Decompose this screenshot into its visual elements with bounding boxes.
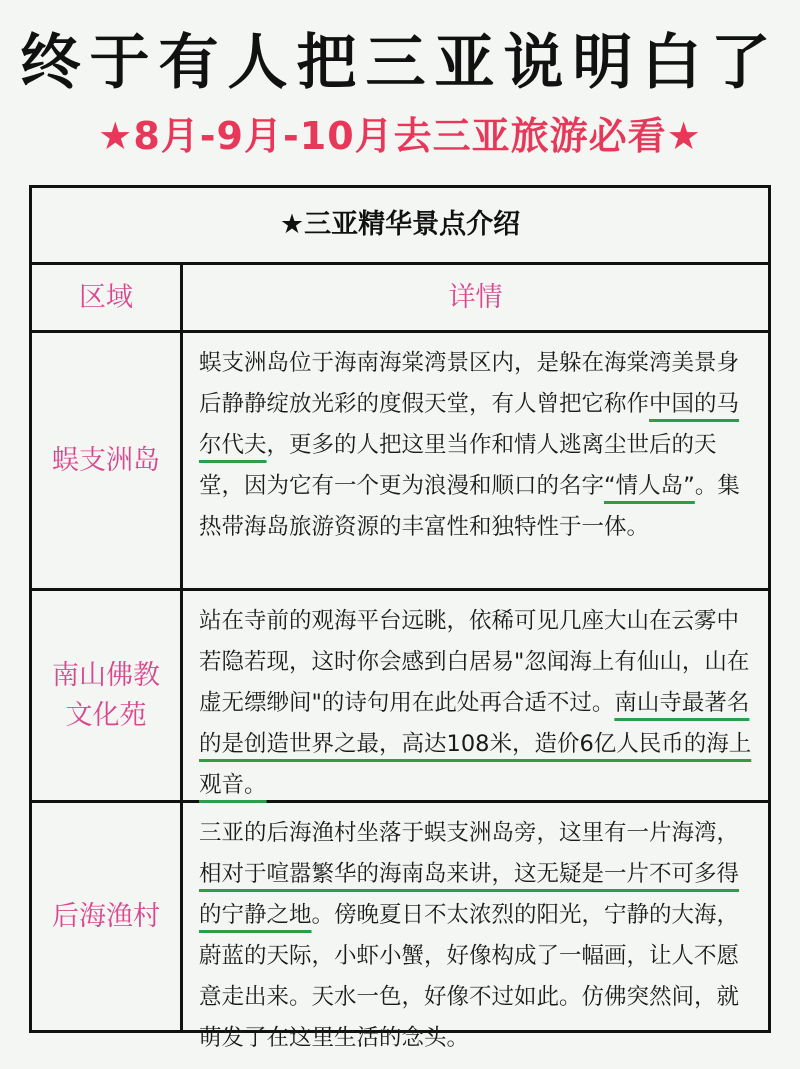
detail-cell <box>199 813 759 1059</box>
region-cell <box>32 591 180 800</box>
detail-cell <box>199 601 759 806</box>
detail-text: 蜈支洲岛位于海南海棠湾景区内，是躲在海棠湾美景身后静静绽放光彩的度假天堂，有人曾把它称作 <box>199 350 740 417</box>
detail-cell <box>199 343 759 548</box>
page-subtitle: ★8月-9月-10月去三亚旅游必看★ <box>98 114 702 158</box>
column-header-region: 区域 <box>79 282 133 313</box>
table-title: ★三亚精华景点介绍 <box>32 188 768 265</box>
attractions-table <box>29 185 771 1051</box>
region-name-line: 南山佛教 <box>52 659 160 691</box>
region-name-line: 文化苑 <box>65 699 147 731</box>
detail-text: 站在寺前的观海平台远眺，依稀可见几座大山在云雾中若隐若现，这时你会感到白居易"忽闻海上有仙山，山在虚无缥缈间"的诗句用在此处再合适不过。 <box>199 608 750 716</box>
column-header-detail: 详情 <box>448 282 503 313</box>
page-title: 终于有人把三亚说明白了 <box>20 28 780 98</box>
region-name: 蜈支洲岛 <box>52 444 160 476</box>
detail-text: 。集热带海岛旅游资源的丰富性和独特性于一体。 <box>199 473 740 540</box>
table-row <box>32 591 768 803</box>
region-name: 后海渔村 <box>52 900 160 932</box>
highlighted-text: 中国的马尔代夫 <box>199 391 740 458</box>
region-cell <box>32 333 180 588</box>
detail-text: ，更多的人把这里当作和情人逃离尘世后的天堂，因为它有一个更为浪漫和顺口的名字 <box>199 432 717 499</box>
highlighted-text: 相对于喧嚣繁华的海南岛来讲，这无疑是一片不可多得的宁静之地 <box>199 861 740 928</box>
table-row <box>32 803 768 1051</box>
detail-text: 。傍晚夏日不太浓烈的阳光，宁静的大海，蔚蓝的天际，小虾小蟹，好像构成了一幅画，让人不愿意走出来。天水一色，好像不过如此。仿佛突然间，就萌发了在这里生活的念头。 <box>199 902 740 1051</box>
table-row <box>32 333 768 591</box>
highlighted-text: 南山寺最著名的是创造世界之最，高达108米，造价6亿人民币的海上观音。 <box>199 690 752 798</box>
table-header-row <box>32 265 768 333</box>
region-cell <box>32 803 180 1030</box>
detail-text: 三亚的后海渔村坐落于蜈支洲岛旁，这里有一片海湾， <box>199 820 740 846</box>
highlighted-text: “情人岛” <box>604 473 695 499</box>
